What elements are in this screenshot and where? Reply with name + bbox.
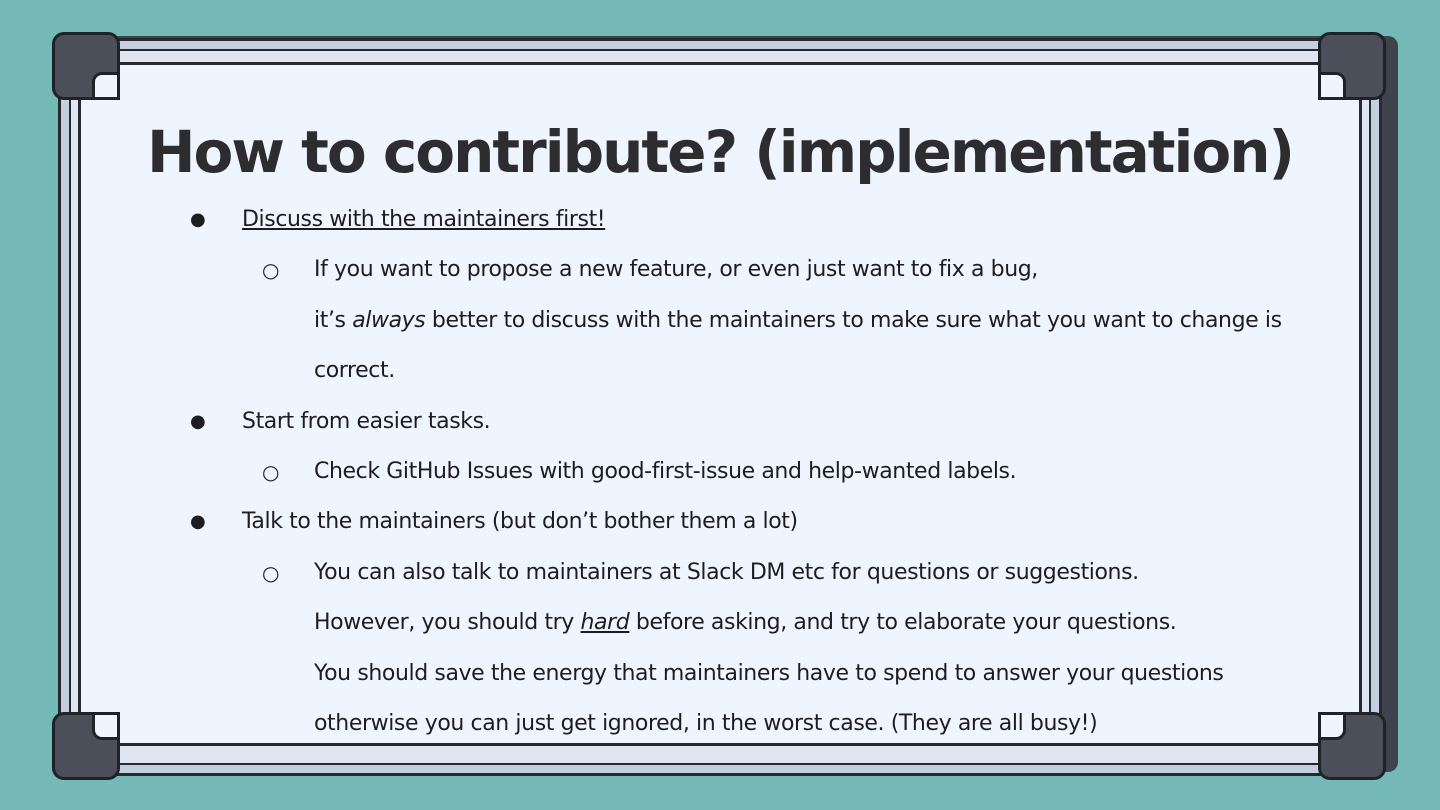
sub-bullet-item (190, 245, 1330, 295)
slide-body (190, 195, 1330, 749)
frame-corner-top-left (52, 32, 120, 100)
bullet-dot-icon: ● (190, 209, 206, 230)
sub-bullet-text-continued: otherwise you can just get ignored, in the worst case. (They are all busy!) (314, 710, 1098, 736)
sub-bullet-continuation (190, 296, 1330, 346)
sub-bullet-circle-icon: ○ (262, 459, 280, 484)
emphasis-text: always (352, 307, 426, 333)
bullet-item (190, 195, 1330, 245)
sub-bullet-text: If you want to propose a new feature, or even just want to fix a bug, (314, 257, 1038, 283)
sub-bullet-circle-icon: ○ (262, 258, 280, 283)
sub-bullet-item (190, 447, 1330, 497)
bullet-item (190, 397, 1330, 447)
sub-bullet-text: You can also talk to maintainers at Slack DM etc for questions or suggestions. (314, 559, 1139, 585)
bullet-dot-icon: ● (190, 410, 206, 432)
bullet-text: Talk to the maintainers (but don’t bother them a lot) (242, 509, 798, 535)
sub-bullet-continuation (190, 699, 1330, 749)
sub-bullet-continuation (190, 598, 1330, 648)
sub-bullet-circle-icon: ○ (262, 560, 280, 585)
sub-bullet-text: Check GitHub Issues with good-first-issue and help-wanted labels. (314, 458, 1017, 484)
sub-bullet-continuation (190, 346, 1330, 396)
sub-bullet-item (190, 548, 1330, 598)
slide-title: How to contribute? (implementation) (146, 118, 1294, 186)
sub-bullet-text-continued: However, you should try hard before asking, and try to elaborate your questions. (314, 610, 1177, 636)
sub-bullet-text-continued: it’s always better to discuss with the maintainers to make sure what you want to change is (314, 307, 1282, 333)
sub-bullet-text-continued: correct. (314, 358, 395, 384)
sub-bullet-continuation (190, 649, 1330, 699)
bullet-dot-icon: ● (190, 511, 206, 533)
frame-corner-top-right (1318, 32, 1386, 100)
emphasis-text: hard (580, 610, 630, 636)
bullet-item (190, 497, 1330, 547)
bullet-text: Discuss with the maintainers first! (242, 207, 606, 232)
frame-corner-bottom-left (52, 712, 120, 780)
sub-bullet-text-continued: You should save the energy that maintainers have to spend to answer your questions (314, 660, 1224, 686)
bullet-text: Start from easier tasks. (242, 408, 491, 434)
